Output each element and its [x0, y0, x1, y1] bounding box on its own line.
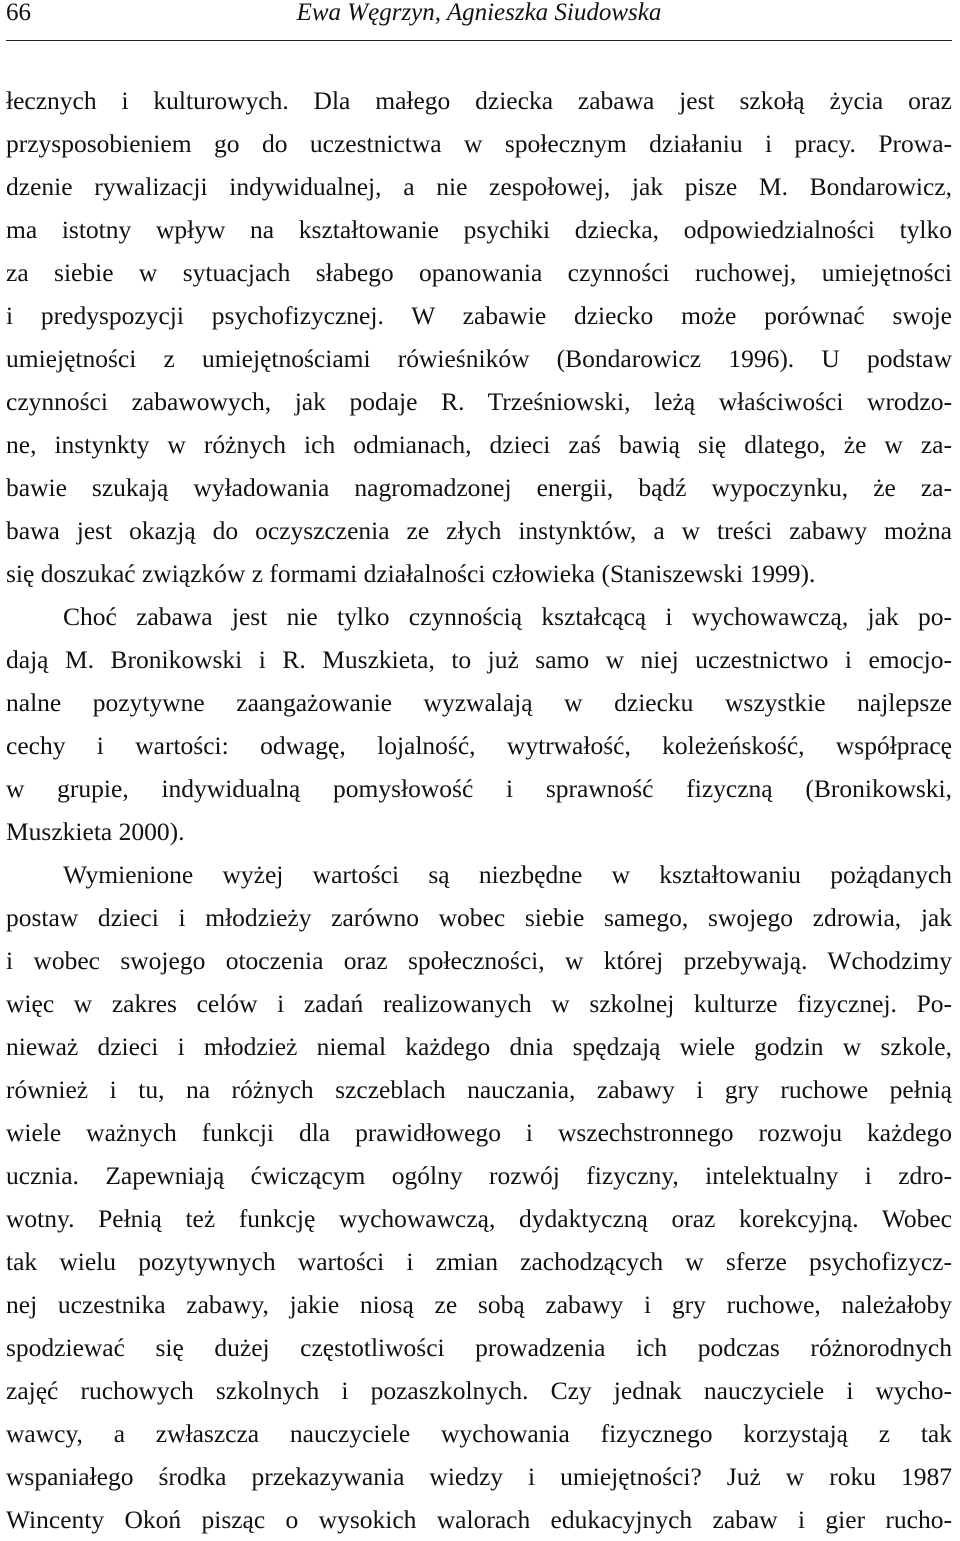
running-header: [6, 0, 952, 41]
header-authors: Ewa Węgrzyn, Agnieszka Siudowska: [296, 0, 662, 26]
text-line: również i tu, na różnych szczeblach nauczania, zabawy i gry ruchowe pełnią: [6, 1075, 952, 1104]
text-line: nieważ dzieci i młodzież niemal każdego dnia spędzają wiele godzin w szkole,: [6, 1032, 952, 1061]
text-line: i wobec swojego otoczenia oraz społeczności, w której przebywają. Wchodzimy: [6, 946, 952, 975]
paragraph-1: [6, 79, 952, 595]
text-line: za siebie w sytuacjach słabego opanowania czynności ruchowej, umiejętności: [6, 258, 952, 287]
text-line: wspaniałego środka przekazywania wiedzy i umiejętności? Już w roku 1987: [6, 1462, 952, 1491]
text-line: dają M. Bronikowski i R. Muszkieta, to już samo w niej uczestnictwo i emocjo-: [6, 645, 952, 674]
text-line: umiejętności z umiejętnościami rówieśników (Bondarowicz 1996). U podstaw: [6, 344, 952, 373]
text-line: czynności zabawowych, jak podaje R. Trześniowski, leżą właściwości wrodzo-: [6, 387, 952, 416]
text-line: wiele ważnych funkcji dla prawidłowego i wszechstronnego rozwoju każdego: [6, 1118, 952, 1147]
text-line: ne, instynkty w różnych ich odmianach, dzieci zaś bawią się dlatego, że w za-: [6, 430, 952, 459]
page-number: 66: [6, 0, 31, 26]
text-line: łecznych i kulturowych. Dla małego dziecka zabawa jest szkołą życia oraz: [6, 86, 952, 115]
text-line: bawie szukają wyładowania nagromadzonej energii, bądź wypoczynku, że za-: [6, 473, 952, 502]
text-line: się doszukać związków z formami działalności człowieka (Staniszewski 1999).: [6, 559, 816, 588]
text-line: postaw dzieci i młodzieży zarówno wobec siebie samego, swojego zdrowia, jak: [6, 903, 952, 932]
text-line: ma istotny wpływ na kształtowanie psychiki dziecka, odpowiedzialności tylko: [6, 215, 952, 244]
text-line: cechy i wartości: odwagę, lojalność, wytrwałość, koleżeńskość, współpracę: [6, 731, 952, 760]
text-line: nej uczestnika zabawy, jakie niosą ze sobą zabawy i gry ruchowe, należałoby: [6, 1290, 952, 1319]
text-line: w grupie, indywidualną pomysłowość i sprawność fizyczną (Bronikowski,: [6, 774, 952, 803]
text-line: Wymienione wyżej wartości są niezbędne w kształtowaniu pożądanych: [63, 860, 952, 889]
text-line: i predyspozycji psychofizycznej. W zabawie dziecko może porównać swoje: [6, 301, 952, 330]
text-line: tak wielu pozytywnych wartości i zmian zachodzących w sferze psychofizycz-: [6, 1247, 952, 1276]
body-text: [6, 79, 952, 1541]
text-line: wotny. Pełnią też funkcję wychowawczą, dydaktyczną oraz korekcyjną. Wobec: [6, 1204, 952, 1233]
text-line: więc w zakres celów i zadań realizowanych w szkolnej kulturze fizycznej. Po-: [6, 989, 952, 1018]
text-line: spodziewać się dużej częstotliwości prowadzenia ich podczas różnorodnych: [6, 1333, 952, 1362]
text-line: wawcy, a zwłaszcza nauczyciele wychowania fizycznego korzystają z tak: [6, 1419, 952, 1448]
text-line: nalne pozytywne zaangażowanie wyzwalają w dziecku wszystkie najlepsze: [6, 688, 952, 717]
text-line: Wincenty Okoń pisząc o wysokich walorach edukacyjnych zabaw i gier rucho-: [6, 1505, 952, 1534]
text-line: ucznia. Zapewniają ćwiczącym ogólny rozwój fizyczny, intelektualny i zdro-: [6, 1161, 952, 1190]
text-line: Muszkieta 2000).: [6, 817, 185, 846]
paragraph-3: [6, 853, 952, 1541]
text-line: zajęć ruchowych szkolnych i pozaszkolnych. Czy jednak nauczyciele i wycho-: [6, 1376, 952, 1405]
paragraph-2: [6, 595, 952, 853]
text-line: bawa jest okazją do oczyszczenia ze złych instynktów, a w treści zabawy można: [6, 516, 952, 545]
text-line: przysposobieniem go do uczestnictwa w społecznym działaniu i pracy. Prowa-: [6, 129, 952, 158]
text-line: dzenie rywalizacji indywidualnej, a nie zespołowej, jak pisze M. Bondarowicz,: [6, 172, 952, 201]
text-line: Choć zabawa jest nie tylko czynnością kształcącą i wychowawczą, jak po-: [63, 602, 952, 631]
